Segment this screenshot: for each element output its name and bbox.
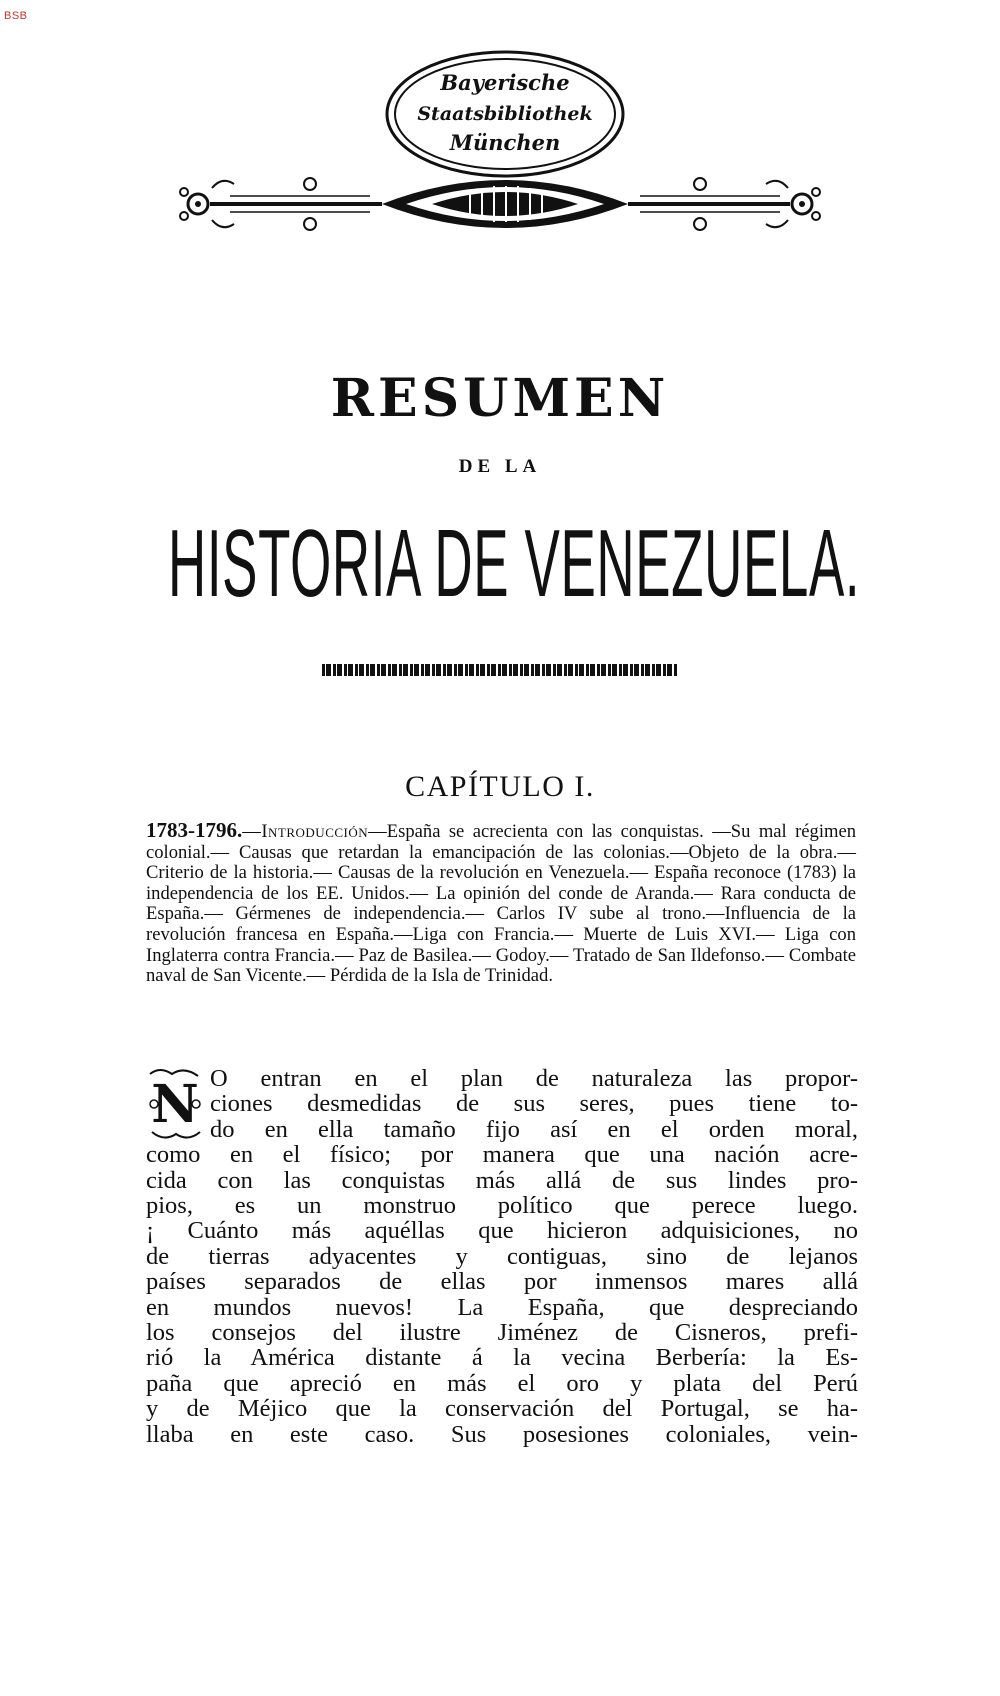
body-line: paña que apreció en más el oro y plata del Perú — [146, 1369, 858, 1397]
body-line: como en el físico; por manera que una nación acre- — [146, 1141, 858, 1169]
body-line: rió la América distante á la vecina Berbería: la Es- — [146, 1344, 858, 1372]
chapter-summary — [146, 820, 856, 987]
body-line: pios, es un monstruo político que perece luego. — [146, 1192, 858, 1220]
title-historia — [168, 506, 861, 617]
body-line: cida con las conquistas más allá de sus lindes pro- — [146, 1166, 858, 1194]
library-corner-tag: BSB — [4, 10, 28, 22]
library-stamp-ornament — [170, 46, 830, 272]
stamp-line-3: München — [449, 130, 561, 155]
drop-cap-ornament — [146, 1066, 204, 1142]
summary-years: 1783-1796. — [146, 818, 243, 842]
stamp-line-1: Bayerische — [440, 70, 570, 95]
divider-ornament — [322, 664, 678, 676]
body-line: O entran en el plan de naturaleza las propor- — [210, 1065, 858, 1092]
drop-cap — [146, 1066, 204, 1142]
body-line: países separados de ellas por inmensos mares allá — [146, 1268, 858, 1296]
body-line: los consejos del ilustre Jiménez de Cisneros, prefi- — [146, 1319, 858, 1347]
body-line: ¡ Cuánto más aquéllas que hicieron adquisiciones, no — [146, 1217, 858, 1245]
title-de-la: DE LA — [458, 456, 542, 477]
body-line: de tierras adyacentes y contiguas, sino de lejanos — [146, 1242, 858, 1270]
title-historia-text: HISTORIA DE VENEZUELA. — [168, 509, 861, 617]
title-resumen: RESUMEN — [330, 368, 670, 429]
body-line: llaba en este caso. Sus posesiones coloniales, vein- — [146, 1420, 858, 1448]
body-line: y de Méjico que la conservación del Portugal, se ha- — [146, 1395, 858, 1423]
stamp-line-2: Staatsbibliothek — [417, 103, 593, 125]
chapter-heading: CAPÍTULO I. — [405, 770, 595, 803]
flourish-ornament — [180, 178, 820, 230]
body-line: do en ella tamaño fijo así en el orden moral, — [210, 1115, 858, 1143]
body-line: en mundos nuevos! La España, que despreciando — [146, 1293, 858, 1321]
summary-text: —España se acrecienta con las conquistas. —Su mal régimen colonial.— Causas que retardan la emancipación de las colonias.—Objeto de la obra.—Criterio de la historia.— Causas de la revolución en Venezuela.— España reconoce (1783) la independencia de los EE. Unidos.— La opinión del conde de Aranda.— Rara conducta de España.— Gérmenes de independencia.— Carlos IV sube al trono.—Influencia de la revolución francesa en España.—Liga con Francia.— Muerte de Luis XVI.— Liga con Inglaterra contra Francia.— Paz de Basilea.— Godoy.— Tratado de San Ildefonso.— Combate naval de San Vicente.— Pérdida de la Isla de Trinidad. — [146, 821, 856, 987]
library-stamp-svg — [170, 46, 830, 272]
drop-cap-letter: N — [151, 1074, 199, 1135]
body-paragraph — [146, 1066, 858, 1447]
body-line: ciones desmedidas de sus seres, pues tiene to- — [210, 1090, 858, 1118]
summary-intro: —Introducción — [242, 821, 369, 842]
